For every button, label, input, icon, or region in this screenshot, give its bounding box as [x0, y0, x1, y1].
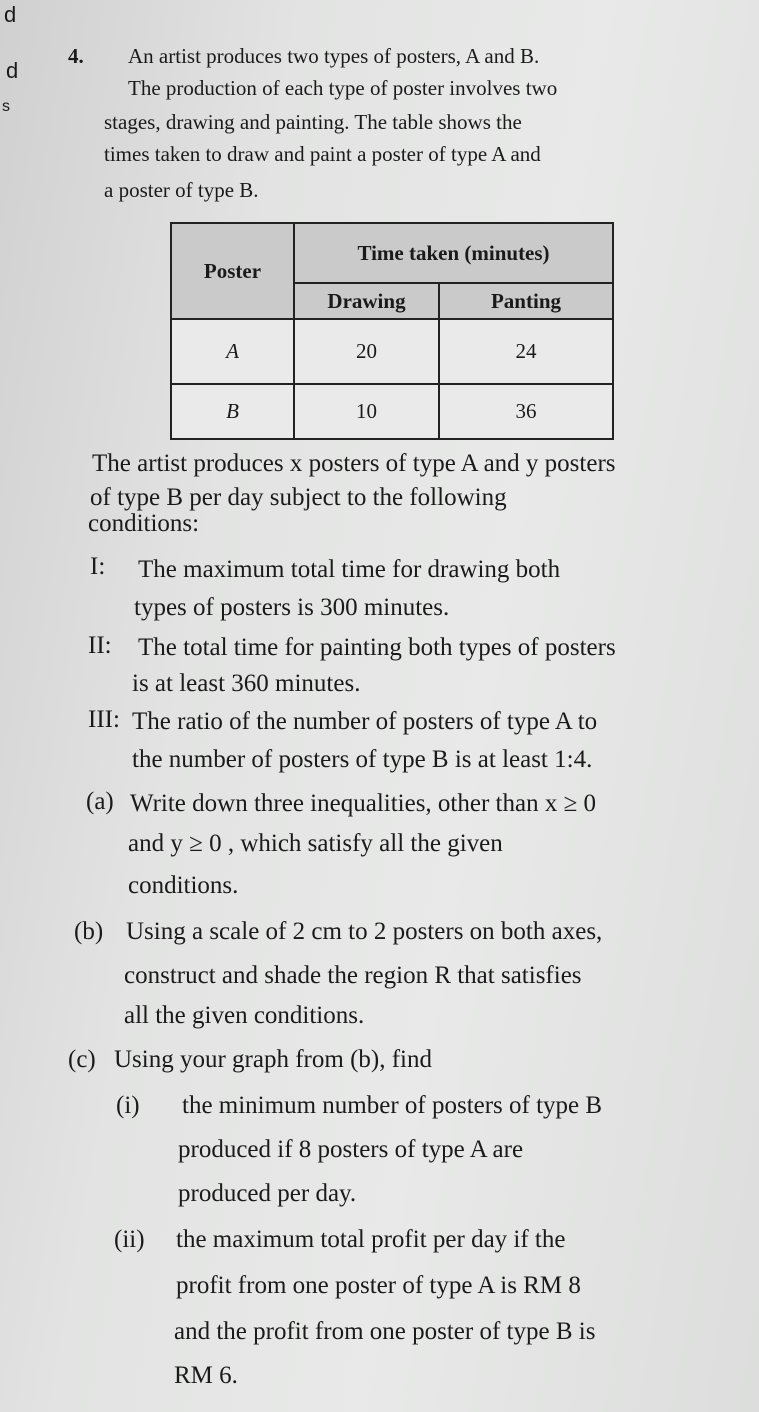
intro-line: An artist produces two types of posters, A and B.: [128, 44, 540, 68]
condition-line: The ratio of the number of posters of type A to: [132, 708, 598, 735]
subpart-line: the maximum total profit per day if the: [176, 1226, 566, 1253]
margin-mark: s: [2, 98, 10, 115]
condition-line: The maximum total time for drawing both: [138, 556, 561, 583]
subpart-line: RM 6.: [174, 1362, 238, 1389]
question-number: 4.: [68, 44, 84, 68]
body-line: conditions:: [88, 510, 200, 537]
part-line: Using a scale of 2 cm to 2 posters on both axes,: [126, 918, 603, 945]
subpart-line: the minimum number of posters of type B: [182, 1092, 603, 1119]
table-row: [171, 319, 613, 384]
header-time: Time taken (minutes): [294, 223, 613, 283]
table-row: [171, 384, 613, 439]
drawing-cell: 10: [294, 384, 439, 439]
body-line: of type B per day subject to the following: [90, 484, 507, 511]
margin-mark: d: [6, 58, 19, 83]
part-line: Write down three inequalities, other than x ≥ 0: [130, 790, 597, 817]
subpart-line: produced if 8 posters of type A are: [178, 1136, 524, 1163]
subpart-line: profit from one poster of type A is RM 8: [176, 1272, 581, 1299]
condition-line: types of posters is 300 minutes.: [134, 594, 450, 621]
condition-label: III:: [88, 706, 120, 733]
painting-cell: 36: [439, 384, 613, 439]
time-table: [170, 222, 614, 440]
poster-cell: B: [171, 384, 294, 439]
header-drawing: Drawing: [294, 283, 439, 319]
drawing-cell: 20: [294, 319, 439, 384]
subpart-label: (i): [116, 1092, 140, 1119]
part-label: (c): [68, 1046, 96, 1073]
intro-line: stages, drawing and painting. The table shows the: [104, 110, 522, 134]
part-line: construct and shade the region R that satisfies: [124, 962, 582, 989]
subpart-label: (ii): [114, 1226, 145, 1253]
poster-cell: A: [171, 319, 294, 384]
painting-cell: 24: [439, 319, 613, 384]
part-line: all the given conditions.: [124, 1002, 365, 1029]
body-line: The artist produces x posters of type A and y posters: [92, 450, 616, 477]
part-label: (a): [86, 788, 114, 815]
condition-line: The total time for painting both types of posters: [138, 634, 616, 661]
header-painting: Panting: [439, 283, 613, 319]
subpart-line: and the profit from one poster of type B is: [174, 1318, 596, 1345]
subpart-line: produced per day.: [178, 1180, 357, 1207]
condition-line: is at least 360 minutes.: [132, 670, 361, 697]
part-label: (b): [74, 918, 104, 945]
intro-line: The production of each type of poster involves two: [128, 76, 558, 100]
part-line: Using your graph from (b), find: [114, 1046, 432, 1073]
part-line: conditions.: [128, 872, 239, 899]
part-line: and y ≥ 0 , which satisfy all the given: [128, 830, 503, 857]
condition-label: II:: [88, 632, 112, 659]
intro-line: a poster of type B.: [104, 178, 259, 202]
header-poster: Poster: [171, 223, 294, 319]
condition-line: the number of posters of type B is at least 1:4.: [132, 746, 593, 773]
intro-line: times taken to draw and paint a poster of type A and: [104, 142, 541, 166]
margin-mark: d: [4, 2, 17, 27]
condition-label: I:: [90, 553, 106, 580]
